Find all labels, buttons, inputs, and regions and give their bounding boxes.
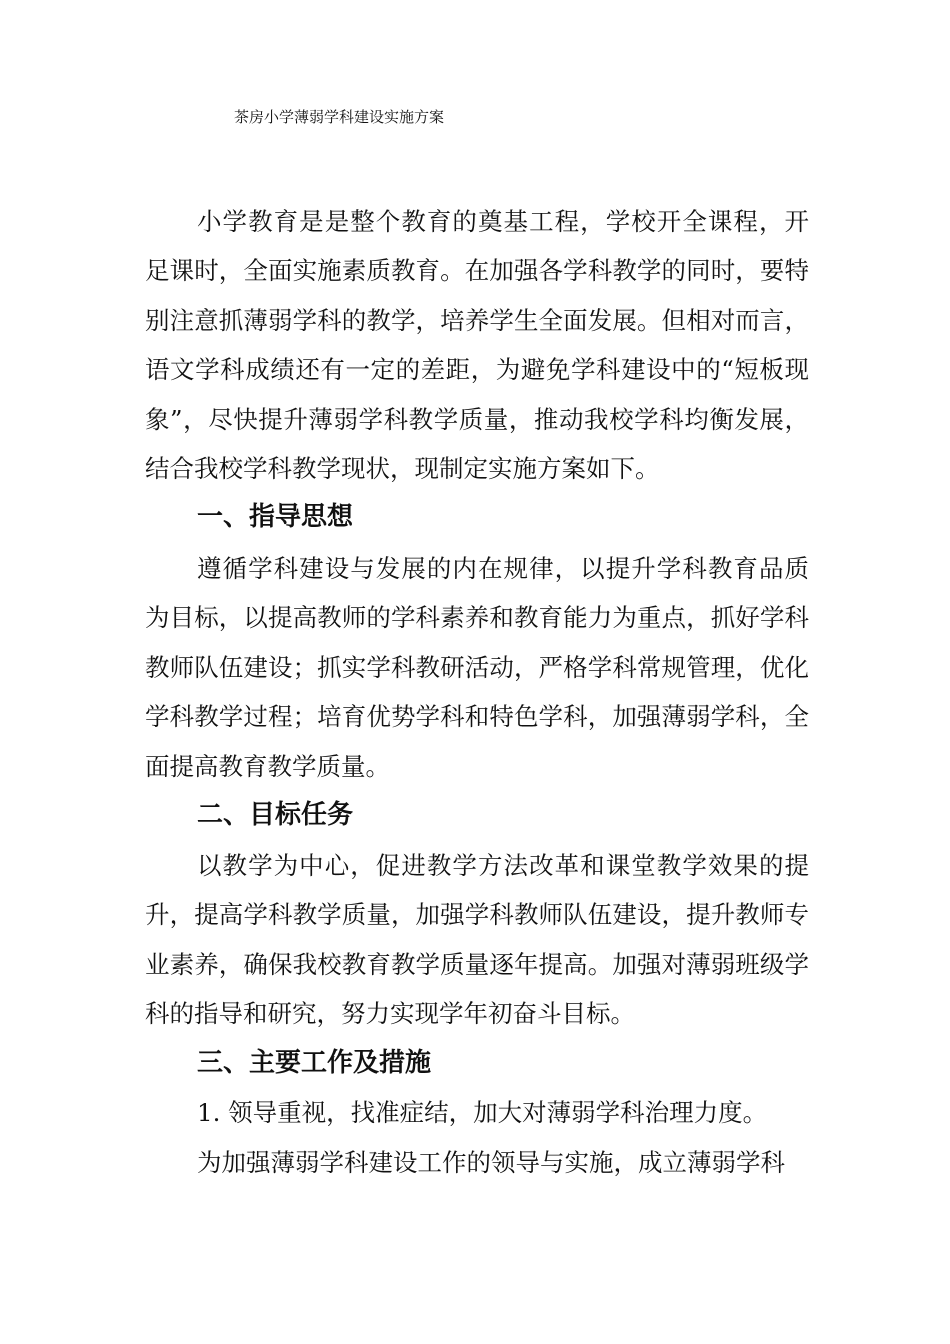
section-paragraph-guiding-ideology: 遵循学科建设与发展的内在规律，以提升学科教育品质为目标，以提高教师的学科素养和教育能力为重点，抓好学科教师队伍建设；抓实学科教研活动，严格学科常规管理，优化学科教学过程；培育优势学科和特色学科，加强薄弱学科，全面提高教育教学质量。 — [145, 554, 809, 781]
section-heading-goals: 二、目标任务 — [197, 800, 354, 830]
section-paragraph-goals: 以教学为中心，促进教学方法改革和课堂教学效果的提升，提高学科教学质量，加强学科教师队伍建设，提升教师专业素养，确保我校教育教学质量逐年提高。加强对薄弱班级学科的指导和研究，努力实现学年初奋斗目标。 — [145, 851, 809, 1029]
section-heading-measures: 三、主要工作及措施 — [197, 1048, 432, 1078]
document-title: 茶房小学薄弱学科建设实施方案 — [234, 108, 445, 126]
section-heading-guiding-ideology: 一、指导思想 — [197, 502, 354, 532]
intro-paragraph: 小学教育是是整个教育的奠基工程，学校开全课程，开足课时，全面实施素质教育。在加强各学科教学的同时，要特别注意抓薄弱学科的教学，培养学生全面发展。但相对而言，语文学科成绩还有一定的差距，为避免学科建设中的“短板现象”，尽快提升薄弱学科教学质量，推动我校学科均衡发展，结合我校学科教学现状，现制定实施方案如下。 — [145, 207, 809, 484]
section-paragraph-measures: 为加强薄弱学科建设工作的领导与实施，成立薄弱学科 — [197, 1148, 785, 1177]
measure-item-1: 1. 领导重视，找准症结，加大对薄弱学科治理力度。 — [197, 1098, 768, 1127]
